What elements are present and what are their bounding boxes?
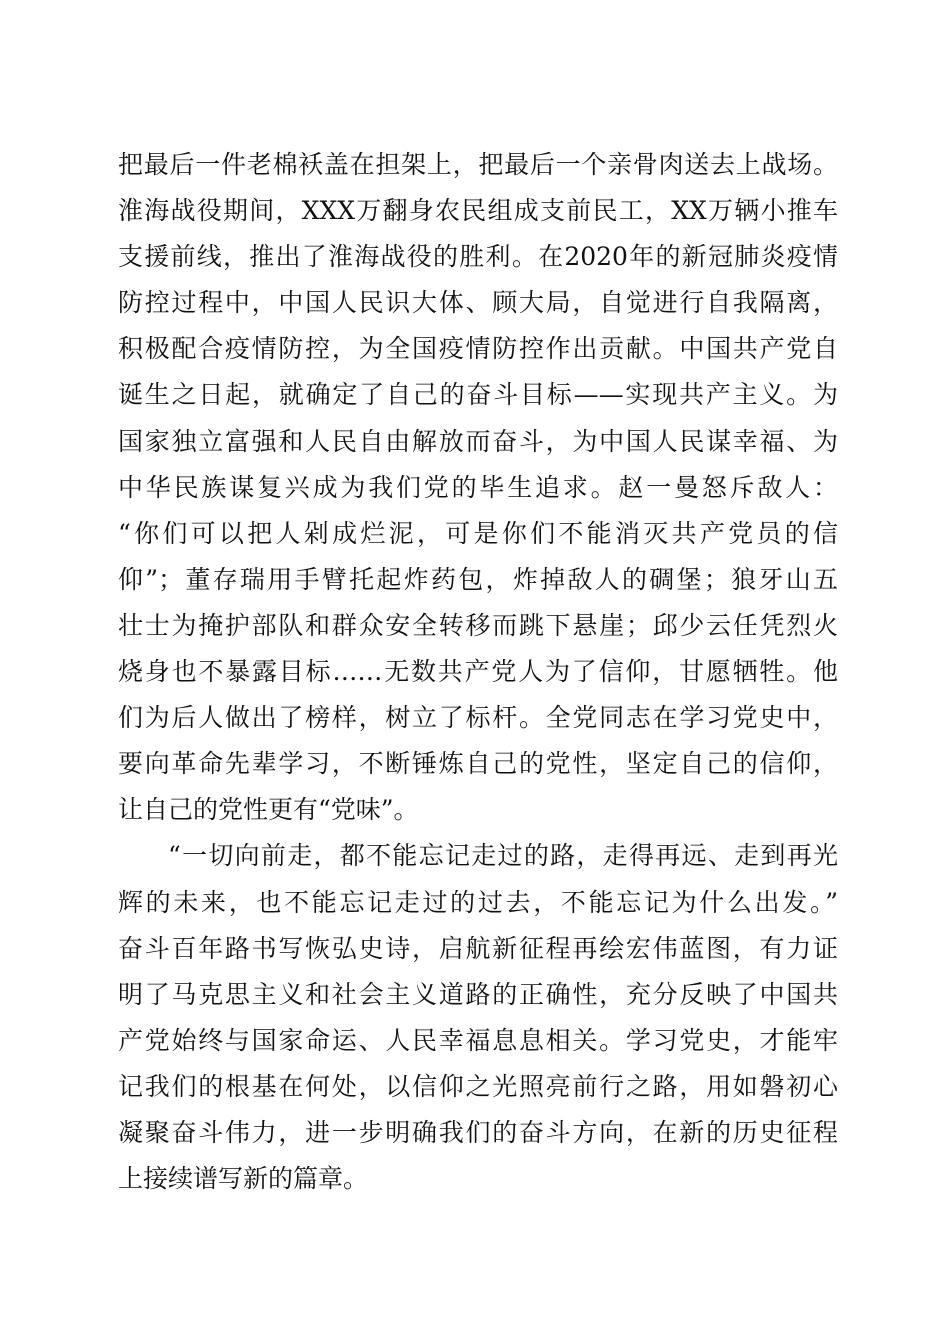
text-line: 们为后人做出了榜样，树立了标杆。全党同志在学习党史中，	[118, 703, 838, 733]
text-line: “一切向前走，都不能忘记走过的路，走得再远、走到再光	[168, 841, 838, 871]
text-line: 中华民族谋复兴成为我们党的毕生追求。赵一曼怒斥敌人：	[118, 472, 838, 502]
text-line: 把最后一件老棉袄盖在担架上，把最后一个亲骨肉送去上战场。	[118, 150, 838, 179]
paragraph-1	[118, 142, 838, 833]
text-line: 国家独立富强和人民自由解放而奋斗，为中国人民谋幸福、为	[118, 426, 838, 456]
text-line: 凝聚奋斗伟力，进一步明确我们的奋斗方向，在新的历史征程	[118, 1117, 838, 1147]
text-line: 奋斗百年路书写恢弘史诗，启航新征程再绘宏伟蓝图，有力证	[118, 933, 838, 963]
text-line: 防控过程中，中国人民识大体、顾大局，自觉进行自我隔离，	[118, 288, 838, 318]
text-line: 支援前线，推出了淮海战役的胜利。在2020年的新冠肺炎疫情	[118, 242, 838, 272]
body-text	[118, 142, 838, 1202]
text-line: 产党始终与国家命运、人民幸福息息相关。学习党史，才能牢	[118, 1025, 838, 1055]
text-line: 壮士为掩护部队和群众安全转移而跳下悬崖；邱少云任凭烈火	[118, 610, 838, 640]
text-line: 仰”；董存瑞用手臂托起炸药包，炸掉敌人的碉堡；狼牙山五	[118, 564, 838, 594]
text-line: 上接续谱写新的篇章。	[118, 1164, 369, 1194]
text-line: 记我们的根基在何处，以信仰之光照亮前行之路，用如磐初心	[118, 1071, 838, 1101]
text-line: 让自己的党性更有“党味”。	[118, 795, 419, 825]
text-line: 淮海战役期间，XXX万翻身农民组成支前民工，XX万辆小推车	[118, 196, 838, 226]
text-line: 烧身也不暴露目标……无数共产党人为了信仰，甘愿牺牲。他	[118, 657, 838, 687]
text-line: 要向革命先辈学习，不断锤炼自己的党性，坚定自己的信仰，	[118, 749, 838, 779]
text-line: 辉的未来，也不能忘记走过的过去，不能忘记为什么出发。”	[118, 887, 838, 917]
text-line: 积极配合疫情防控，为全国疫情防控作出贡献。中国共产党自	[118, 334, 838, 364]
paragraph-2	[118, 833, 838, 1202]
text-line: 明了马克思主义和社会主义道路的正确性，充分反映了中国共	[118, 979, 838, 1009]
text-line: “你们可以把人剁成烂泥，可是你们不能消灭共产党员的信	[118, 518, 838, 548]
text-line: 诞生之日起，就确定了自己的奋斗目标——实现共产主义。为	[118, 380, 838, 410]
